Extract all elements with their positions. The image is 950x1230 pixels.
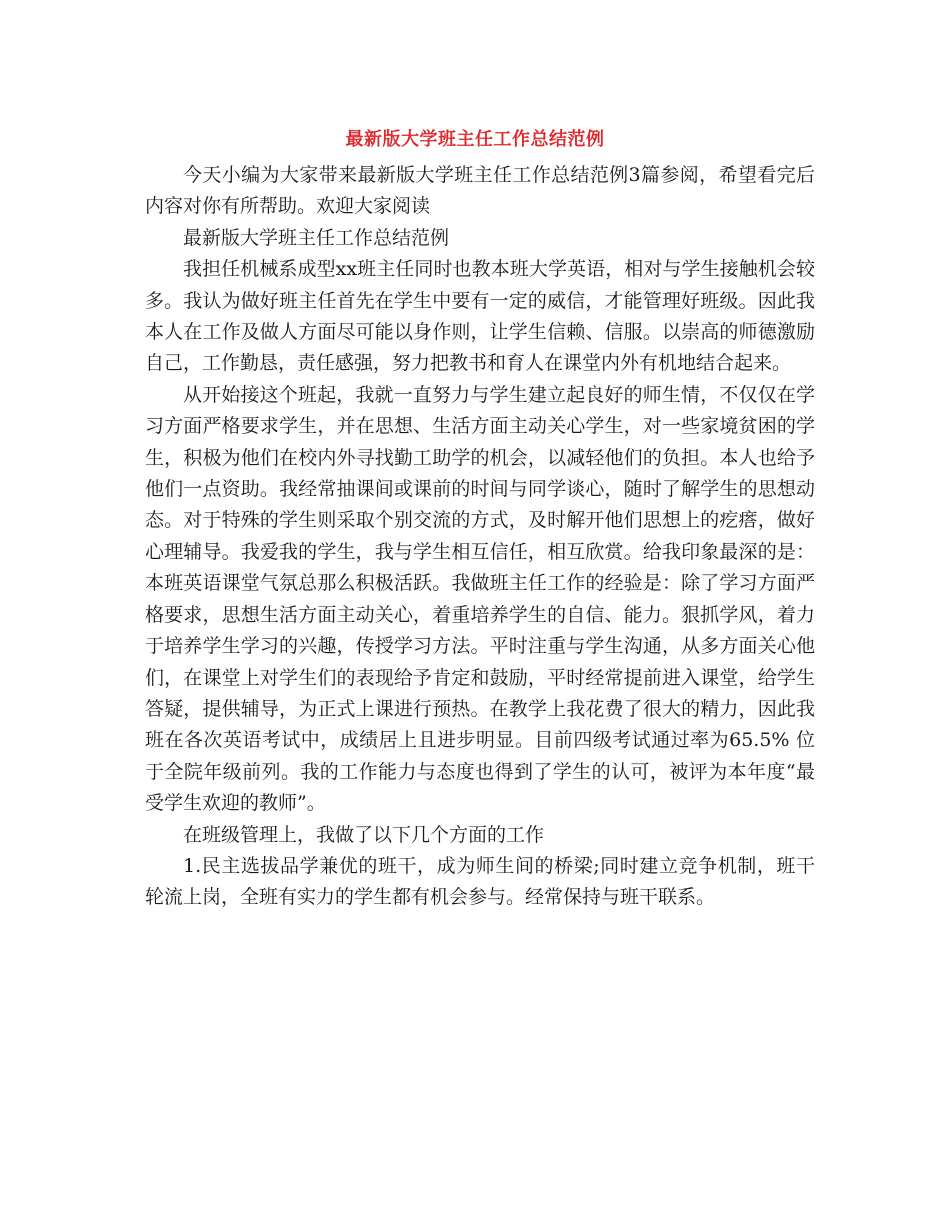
- document-title: 最新版大学班主任工作总结范例: [345, 129, 605, 150]
- paragraph-role: 我担任机械系成型xx班主任同时也教本班大学英语，相对与学生接触机会较多。我认为做好班主任首先在学生中要有一定的威信，才能管理好班级。因此我本人在工作及做人方面尽可能以身作则，让学生信赖、信服。以崇高的师德激励自己，工作勤恳，责任感强，努力把教书和育人在课堂内外有机地结合起来。: [145, 258, 815, 375]
- paragraph-relationship: 从开始接这个班起，我就一直努力与学生建立起良好的师生情，不仅仅在学习方面严格要求学生，并在思想、生活方面主动关心学生，对一些家境贫困的学生，积极为他们在校内外寻找勤工助学的机会，以减轻他们的负担。本人也给予他们一点资助。我经常抽课间或课前的时间与同学谈心，随时了解学生的思想动态。对于特殊的学生则采取个别交流的方式，及时解开他们思想上的疙瘩，做好心理辅导。我爱我的学生，我与学生相互信任，相互欣赏。给我印象最深的是：本班英语课堂气氛总那么积极活跃。我做班主任工作的经验是：除了学习方面严格要求，思想生活方面主动关心，着重培养学生的自信、能力。狠抓学风，着力于培养学生学习的兴趣，传授学习方法。平时注重与学生沟通，从多方面关心他们，在课堂上对学生们的表现给予肯定和鼓励，平时经常提前进入课堂，给学生答疑，提供辅导，为正式上课进行预热。在教学上我花费了很大的精力，因此我班在各次英语考试中，成绩居上且进步明显。目前四级考试通过率为65.5% 位于全院年级前列。我的工作能力与态度也得到了学生的认可，被评为本年度“最受学生欢迎的教师”。: [145, 383, 815, 815]
- paragraph-item-1: 1.民主选拔品学兼优的班干，成为师生间的桥梁;同时建立竞争机制，班干轮流上岗，全班有实力的学生都有机会参与。经常保持与班干联系。: [145, 854, 815, 909]
- paragraph-subtitle: 最新版大学班主任工作总结范例: [183, 226, 450, 249]
- paragraph-intro: 今天小编为大家带来最新版大学班主任工作总结范例3篇参阅，希望看完后内容对你有所帮助。欢迎大家阅读: [145, 164, 815, 218]
- paragraph-management-heading: 在班级管理上，我做了以下几个方面的工作: [183, 823, 545, 846]
- document-body: [145, 160, 815, 914]
